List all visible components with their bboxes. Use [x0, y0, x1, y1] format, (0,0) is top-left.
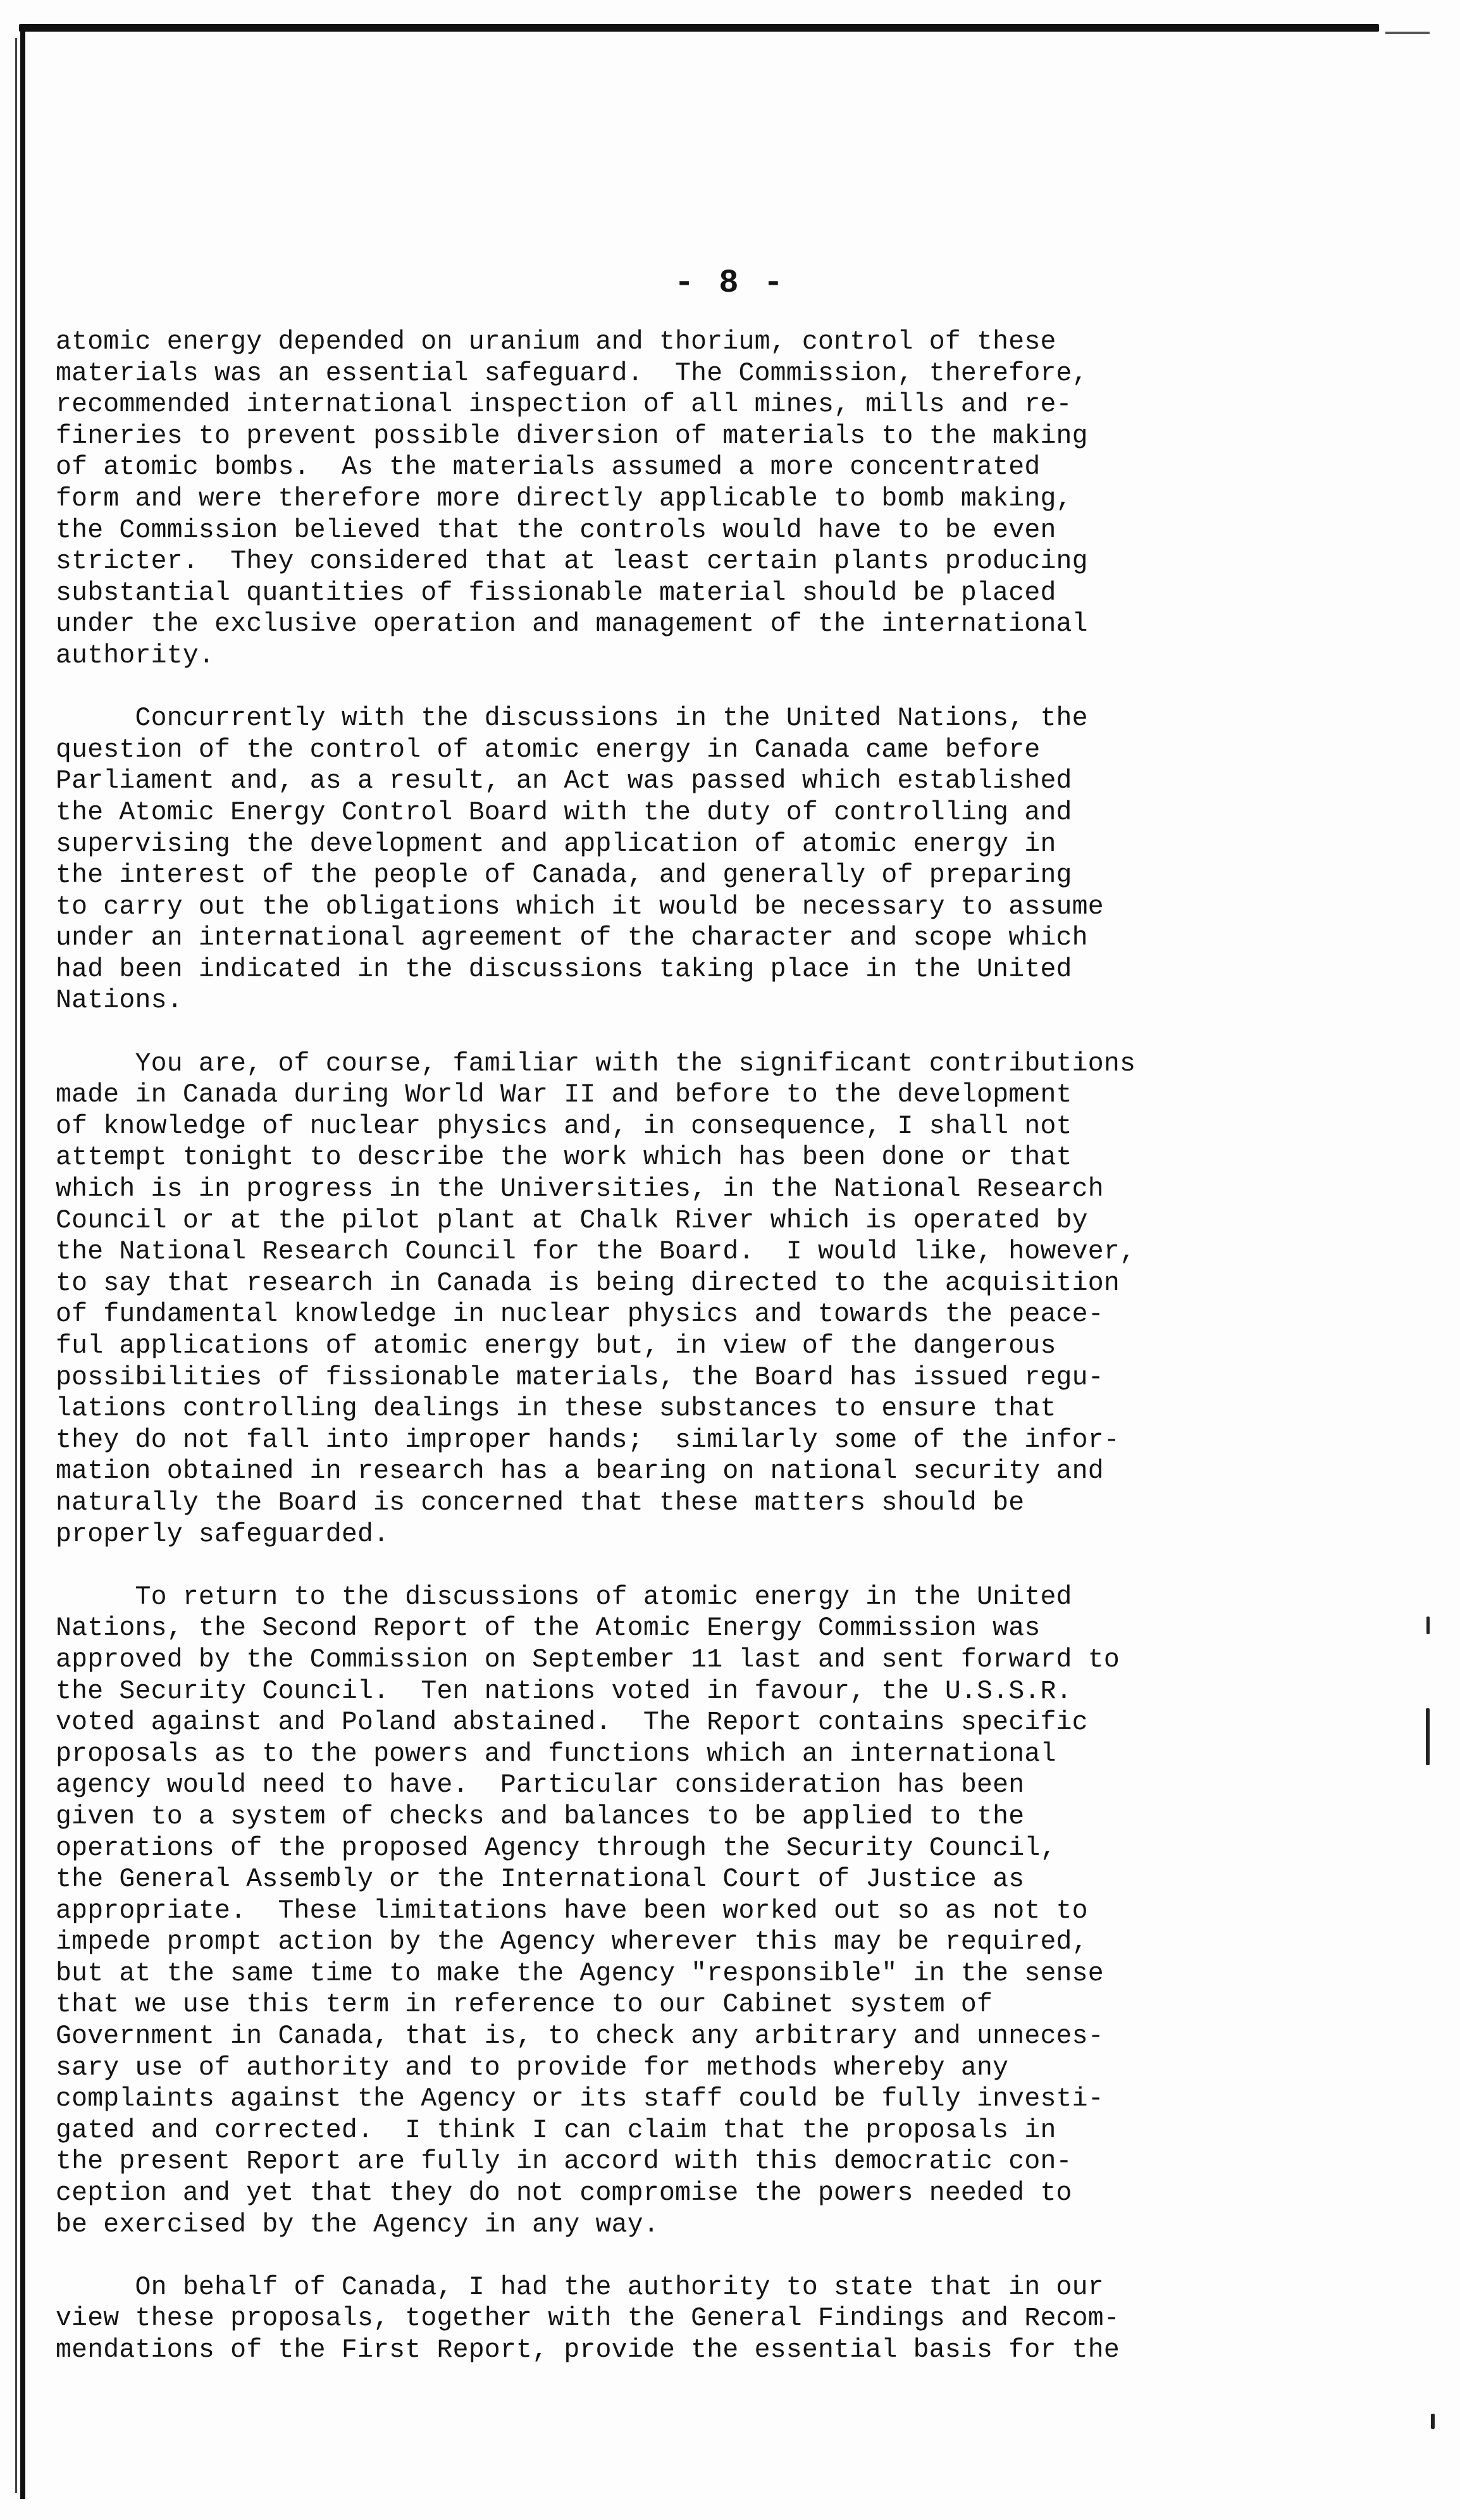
text-line: the Atomic Energy Control Board with the duty of controlling and [56, 797, 1072, 828]
text-line: To return to the discussions of atomic energy in the United [56, 1582, 1072, 1612]
text-line: atomic energy depended on uranium and thorium, control of these [56, 327, 1056, 357]
text-line: Government in Canada, that is, to check any arbitrary and unneces- [56, 2021, 1104, 2052]
text-line: which is in progress in the Universities, in the National Research [56, 1174, 1104, 1205]
text-line: Parliament and, as a result, an Act was passed which established [56, 766, 1072, 797]
text-line: On behalf of Canada, I had the authority to state that in our [56, 2272, 1104, 2302]
text-line: materials was an essential safeguard. The Commission, therefore, [56, 358, 1088, 388]
text-line: substantial quantities of fissionable material should be placed [56, 578, 1056, 608]
top-border-tail [1385, 32, 1430, 34]
text-line: the interest of the people of Canada, and generally of preparing [56, 860, 1072, 891]
text-line: the National Research Council for the Board. I would like, however, [56, 1237, 1136, 1267]
text-line: given to a system of checks and balances to be applied to the [56, 1801, 1025, 1832]
text-line: had been indicated in the discussions taking place in the United [56, 954, 1072, 984]
text-line: fineries to prevent possible diversion of materials to the making [56, 421, 1088, 451]
text-line: that we use this term in reference to our Cabinet system of [56, 1990, 993, 2020]
right-margin-mark [1426, 1708, 1430, 1765]
text-line: proposals as to the powers and functions which an international [56, 1739, 1056, 1769]
paragraph [56, 703, 1371, 1017]
text-line: You are, of course, familiar with the significant contributions [56, 1048, 1136, 1079]
text-line: ful applications of atomic energy but, in view of the dangerous [56, 1331, 1056, 1361]
text-line: Concurrently with the discussions in the United Nations, the [56, 704, 1088, 734]
text-line: attempt tonight to describe the work which has been done or that [56, 1143, 1072, 1173]
text-line: mation obtained in research has a bearing on national security and [56, 1456, 1104, 1487]
text-line: possibilities of fissionable materials, the Board has issued regu- [56, 1362, 1104, 1393]
text-line: to say that research in Canada is being directed to the acquisition [56, 1268, 1120, 1298]
text-line: supervising the development and application of atomic energy in [56, 829, 1056, 859]
text-line: appropriate. These limitations have been worked out so as not to [56, 1896, 1088, 1926]
text-line: under an international agreement of the character and scope which [56, 923, 1088, 953]
text-line: of atomic bombs. As the materials assumed a more concentrated [56, 452, 1041, 483]
text-line: form and were therefore more directly applicable to bomb making, [56, 483, 1072, 514]
text-line: Nations. [56, 986, 183, 1016]
text-line: the Commission believed that the controls would have to be even [56, 515, 1056, 545]
text-line: the Security Council. Ten nations voted in favour, the U.S.S.R. [56, 1676, 1072, 1706]
text-line: properly safeguarded. [56, 1519, 390, 1549]
text-line: Nations, the Second Report of the Atomic Energy Commission was [56, 1613, 1041, 1644]
paragraph [56, 1582, 1371, 2240]
text-line: sary use of authority and to provide for methods whereby any [56, 2052, 1009, 2083]
text-line: impede prompt action by the Agency wherever this may be required, [56, 1927, 1088, 1958]
page-number: - 8 - [674, 264, 786, 302]
text-line: agency would need to have. Particular consideration has been [56, 1770, 1025, 1801]
left-border-shadow [15, 38, 17, 2493]
text-line: operations of the proposed Agency through the Security Council, [56, 1833, 1056, 1863]
right-margin-mark [1426, 1617, 1430, 1634]
text-line: stricter. They considered that at least certain plants producing [56, 547, 1088, 577]
text-line: made in Canada during World War II and before to the development [56, 1080, 1072, 1110]
paragraph [56, 326, 1371, 672]
text-line: under the exclusive operation and management of the international [56, 609, 1088, 640]
text-line: of fundamental knowledge in nuclear physics and towards the peace- [56, 1300, 1104, 1330]
text-line: the present Report are fully in accord with this democratic con- [56, 2147, 1072, 2177]
text-line: to carry out the obligations which it would be necessary to assume [56, 891, 1104, 922]
paragraph [56, 1048, 1371, 1551]
paragraph [56, 2272, 1371, 2366]
text-line: but at the same time to make the Agency "responsible" in the sense [56, 1958, 1104, 1989]
body-text [56, 326, 1371, 2366]
text-line: authority. [56, 640, 215, 671]
right-margin-mark [1431, 2414, 1435, 2429]
text-line: they do not fall into improper hands; similarly some of the infor- [56, 1425, 1120, 1455]
text-line: Council or at the pilot plant at Chalk River which is operated by [56, 1205, 1088, 1236]
text-line: lations controlling dealings in these substances to ensure that [56, 1394, 1056, 1424]
text-line: ception and yet that they do not compromise the powers needed to [56, 2178, 1072, 2209]
text-line: question of the control of atomic energy in Canada came before [56, 735, 1041, 765]
text-line: recommended international inspection of all mines, mills and re- [56, 390, 1072, 420]
text-line: be exercised by the Agency in any way. [56, 2209, 659, 2240]
text-line: view these proposals, together with the General Findings and Recom- [56, 2304, 1120, 2334]
top-border-line [19, 24, 1379, 32]
left-border-line [20, 25, 25, 2499]
text-line: mendations of the First Report, provide the essential basis for the [56, 2335, 1120, 2365]
text-line: naturally the Board is concerned that these matters should be [56, 1487, 1025, 1518]
text-line: voted against and Poland abstained. The Report contains specific [56, 1708, 1088, 1738]
text-line: gated and corrected. I think I can claim that the proposals in [56, 2115, 1056, 2145]
text-line: complaints against the Agency or its staff could be fully investi- [56, 2084, 1104, 2114]
text-line: approved by the Commission on September 11 last and sent forward to [56, 1644, 1120, 1675]
text-line: of knowledge of nuclear physics and, in consequence, I shall not [56, 1111, 1072, 1141]
text-line: the General Assembly or the International Court of Justice as [56, 1865, 1025, 1895]
